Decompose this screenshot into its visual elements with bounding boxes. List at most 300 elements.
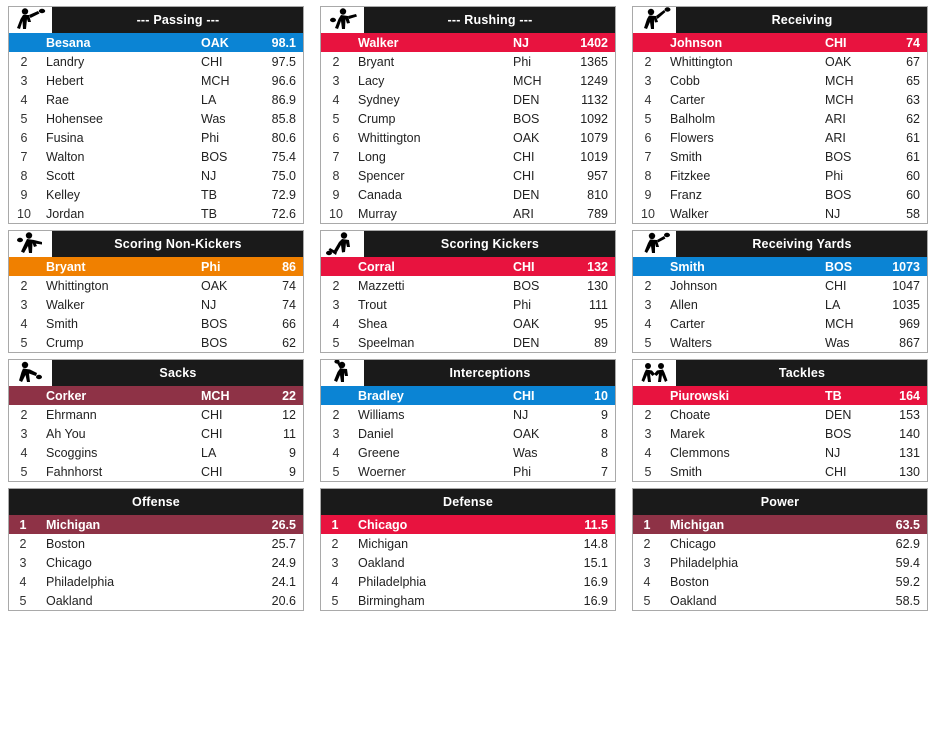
cell-team-name: Oakland [46, 593, 93, 608]
table-row[interactable] [633, 295, 927, 314]
leaders-table [321, 257, 615, 352]
cell-team: NJ [825, 445, 841, 460]
cell-value: 75.0 [271, 168, 296, 183]
table-row[interactable] [321, 553, 615, 572]
cell-value: 86 [255, 257, 303, 276]
cell-rank: 8 [644, 168, 652, 183]
cell-value: 25.7 [271, 536, 296, 551]
leaders-table [321, 386, 615, 481]
table-row[interactable] [633, 257, 927, 276]
table-row[interactable] [633, 147, 927, 166]
cell-name: Marek [670, 426, 705, 441]
cell-value: 1079 [580, 130, 608, 145]
cell-value: 24.1 [271, 574, 296, 589]
table-row[interactable] [633, 314, 927, 333]
table-row[interactable] [9, 128, 303, 147]
cell-value: 8 [601, 445, 608, 460]
card-scoring-non-kickers [0, 224, 312, 353]
cell-value: 7 [601, 464, 608, 479]
cell-value: 60 [906, 187, 920, 202]
cell-value: 61 [906, 130, 920, 145]
card-header [633, 489, 927, 515]
cell-rank: 3 [20, 426, 28, 441]
table-row[interactable] [9, 443, 303, 462]
cell-team: NJ [825, 206, 841, 221]
card-header [9, 360, 303, 386]
cell-team: BOS [513, 111, 540, 126]
cell-name: Smith [670, 149, 702, 164]
cell-rank: 8 [332, 168, 340, 183]
cell-team: TB [201, 187, 217, 202]
table-row[interactable] [9, 295, 303, 314]
card-tackles [624, 353, 936, 482]
cell-name: Carter [670, 316, 705, 331]
cell-name: Besana [39, 33, 201, 52]
cell-rank: 4 [19, 574, 27, 589]
cell-name: Jordan [46, 206, 85, 221]
cell-team: MCH [825, 316, 854, 331]
cell-rank: 2 [20, 278, 28, 293]
cell-team: MCH [825, 73, 854, 88]
cell-team-name: Michigan [358, 536, 409, 551]
cell-rank: 1 [9, 515, 37, 534]
cell-team: Phi [513, 297, 532, 312]
cell-team: BOS [513, 278, 540, 293]
cell-team: CHI [201, 54, 223, 69]
table-row[interactable] [633, 90, 927, 109]
table-row[interactable] [321, 515, 615, 534]
cell-team-name: Oakland [358, 555, 405, 570]
card-title: Sacks [159, 366, 197, 380]
table-row[interactable] [9, 553, 303, 572]
table-row[interactable] [321, 166, 615, 185]
table-row[interactable] [321, 204, 615, 223]
table-row[interactable] [9, 534, 303, 553]
cell-team: NJ [513, 407, 529, 422]
cell-value: 59.2 [895, 574, 920, 589]
football-passer-icon [9, 7, 53, 33]
table-row[interactable] [9, 405, 303, 424]
cell-team: MCH [825, 92, 854, 107]
cell-value: 65 [906, 73, 920, 88]
table-row[interactable] [321, 295, 615, 314]
cell-value: 810 [587, 187, 608, 202]
card-defense [312, 482, 624, 611]
cell-value: 957 [587, 168, 608, 183]
cell-value: 20.6 [271, 593, 296, 608]
cell-team-name: Michigan [37, 515, 247, 534]
table-row[interactable] [633, 71, 927, 90]
table-row[interactable] [321, 591, 615, 610]
cell-name: Hohensee [46, 111, 103, 126]
cell-team: Was [513, 445, 538, 460]
cell-team: DEN [513, 187, 540, 202]
card-header [321, 7, 615, 33]
cell-team: BOS [201, 335, 228, 350]
card-header [9, 7, 303, 33]
cell-name: Spencer [358, 168, 405, 183]
cell-team-name: Chicago [46, 555, 92, 570]
cell-value: 164 [879, 386, 927, 405]
cell-name: Piurowski [663, 386, 825, 405]
cell-name: Flowers [670, 130, 714, 145]
table-row[interactable] [321, 52, 615, 71]
cell-value: 85.8 [271, 111, 296, 126]
cell-rank: 9 [332, 187, 340, 202]
cell-name: Fahnhorst [46, 464, 103, 479]
cell-value: 75.4 [271, 149, 296, 164]
table-row[interactable] [633, 276, 927, 295]
cell-team: MCH [201, 386, 255, 405]
cell-value: 60 [906, 168, 920, 183]
cell-value: 9 [289, 464, 296, 479]
cell-team: CHI [825, 464, 847, 479]
football-receiver-icon [633, 7, 677, 33]
cell-rank: 5 [644, 111, 652, 126]
table-row[interactable] [321, 147, 615, 166]
cell-value: 1047 [892, 278, 920, 293]
cell-team: DEN [513, 92, 540, 107]
table-row[interactable] [321, 424, 615, 443]
cell-rank: 3 [643, 555, 651, 570]
table-row[interactable] [321, 572, 615, 591]
leaders-table [633, 33, 927, 223]
cell-rank: 3 [20, 73, 28, 88]
cell-team: TB [201, 206, 217, 221]
table-row[interactable] [633, 424, 927, 443]
table-row[interactable] [321, 276, 615, 295]
table-row[interactable] [321, 257, 615, 276]
table-row[interactable] [321, 128, 615, 147]
cell-value: 153 [899, 407, 920, 422]
table-row[interactable] [633, 204, 927, 223]
cell-rank: 4 [20, 92, 28, 107]
card-header [633, 231, 927, 257]
cell-team: DEN [825, 407, 852, 422]
cell-team-name: Oakland [670, 593, 717, 608]
cell-team: MCH [201, 73, 230, 88]
cell-team: DEN [513, 335, 540, 350]
table-row[interactable] [633, 515, 927, 534]
cell-rank: 6 [20, 130, 28, 145]
card-offense [0, 482, 312, 611]
table-row[interactable] [633, 128, 927, 147]
cell-rank: 2 [644, 278, 652, 293]
cell-team: NJ [201, 297, 217, 312]
cell-team: BOS [825, 257, 879, 276]
cell-rank: 4 [644, 316, 652, 331]
cell-name: Bryant [358, 54, 395, 69]
cell-team-name: Michigan [661, 515, 871, 534]
cell-name: Corker [39, 386, 201, 405]
table-row[interactable] [9, 276, 303, 295]
cell-rank: 2 [644, 54, 652, 69]
table-row[interactable] [321, 33, 615, 52]
table-row[interactable] [633, 462, 927, 481]
cell-team: OAK [201, 33, 255, 52]
cell-team: LA [201, 92, 217, 107]
cell-value: 62 [282, 335, 296, 350]
cell-value: 97.5 [271, 54, 296, 69]
leaders-table [9, 257, 303, 352]
card-header [633, 7, 927, 33]
card-title: Power [760, 495, 800, 509]
cell-value: 867 [899, 335, 920, 350]
cell-team: OAK [825, 54, 852, 69]
card-rushing [312, 0, 624, 224]
table-row[interactable] [9, 147, 303, 166]
cell-team-name: Chicago [670, 536, 716, 551]
cell-rank: 4 [20, 445, 28, 460]
cell-name: Clemmons [670, 445, 730, 460]
cell-value: 59.4 [895, 555, 920, 570]
cell-team: CHI [201, 464, 223, 479]
cell-team: Phi [201, 130, 220, 145]
cell-rank: 5 [20, 464, 28, 479]
table-row[interactable] [633, 109, 927, 128]
cell-team: BOS [825, 149, 852, 164]
cell-value: 11 [283, 426, 296, 441]
table-row[interactable] [321, 443, 615, 462]
table-row[interactable] [633, 572, 927, 591]
table-row[interactable] [9, 424, 303, 443]
cell-rank: 10 [17, 206, 31, 221]
cell-rank: 3 [332, 73, 340, 88]
table-row[interactable] [9, 333, 303, 352]
cell-value: 16.9 [583, 574, 608, 589]
cell-name: Murray [358, 206, 397, 221]
cell-name: Cobb [670, 73, 700, 88]
cell-team: Phi [201, 257, 255, 276]
cell-rank [321, 257, 351, 276]
table-row[interactable] [9, 515, 303, 534]
cell-rank [633, 33, 663, 52]
cell-rank: 1 [633, 515, 661, 534]
cell-team: ARI [825, 111, 846, 126]
cell-rank: 3 [332, 297, 340, 312]
cell-rank: 2 [20, 54, 28, 69]
table-row[interactable] [9, 52, 303, 71]
cell-value: 89 [594, 335, 608, 350]
table-row[interactable] [9, 33, 303, 52]
cell-rank: 3 [19, 555, 27, 570]
cell-rank: 7 [20, 149, 28, 164]
table-row[interactable] [633, 386, 927, 405]
table-row[interactable] [321, 109, 615, 128]
cell-value: 14.8 [583, 536, 608, 551]
cell-value: 1073 [879, 257, 927, 276]
card-title: Scoring Kickers [440, 237, 540, 251]
cell-team: CHI [201, 407, 223, 422]
table-row[interactable] [633, 52, 927, 71]
card-header [321, 231, 615, 257]
table-row[interactable] [9, 185, 303, 204]
table-row[interactable] [633, 33, 927, 52]
table-row[interactable] [9, 591, 303, 610]
card-passing [0, 0, 312, 224]
table-row[interactable] [321, 534, 615, 553]
cell-name: Williams [358, 407, 405, 422]
cell-rank [321, 33, 351, 52]
table-row[interactable] [9, 257, 303, 276]
card-title: Receiving Yards [752, 237, 852, 251]
cell-name: Speelman [358, 335, 415, 350]
cell-team: NJ [513, 33, 567, 52]
table-row[interactable] [633, 553, 927, 572]
cell-rank [9, 257, 39, 276]
cell-rank: 5 [19, 593, 27, 608]
cell-name: Woerner [358, 464, 406, 479]
cell-name: Franz [670, 187, 702, 202]
cell-team: Phi [825, 168, 844, 183]
cell-rank: 10 [641, 206, 655, 221]
leaders-table [633, 386, 927, 481]
cell-name: Kelley [46, 187, 81, 202]
cell-rank: 5 [20, 335, 28, 350]
team-ranking-table [9, 515, 303, 610]
cell-name: Ehrmann [46, 407, 97, 422]
cell-name: Balholm [670, 111, 716, 126]
table-row[interactable] [9, 386, 303, 405]
cell-name: Greene [358, 445, 400, 460]
cell-name: Whittington [46, 278, 109, 293]
cell-name: Long [358, 149, 386, 164]
cell-name: Walker [46, 297, 85, 312]
cell-value: 1249 [580, 73, 608, 88]
cell-rank: 2 [643, 536, 651, 551]
cell-rank [9, 386, 39, 405]
table-row[interactable] [321, 314, 615, 333]
football-interception-icon [321, 360, 365, 386]
card-title: Defense [442, 495, 494, 509]
table-row[interactable] [321, 185, 615, 204]
cell-team: OAK [513, 316, 540, 331]
cell-rank [321, 386, 351, 405]
cell-rank: 2 [20, 407, 28, 422]
table-row[interactable] [9, 462, 303, 481]
cell-name: Lacy [358, 73, 385, 88]
cell-value: 8 [601, 426, 608, 441]
cell-name: Crump [46, 335, 84, 350]
cell-team: CHI [513, 386, 567, 405]
cell-rank: 3 [332, 426, 340, 441]
cell-value: 22 [255, 386, 303, 405]
cell-team: CHI [825, 33, 879, 52]
cell-name: Whittington [670, 54, 733, 69]
card-title: Tackles [778, 366, 826, 380]
cell-team: CHI [513, 168, 535, 183]
cell-name: Bryant [39, 257, 201, 276]
cell-team: CHI [513, 149, 535, 164]
card-header [633, 360, 927, 386]
cell-rank [633, 257, 663, 276]
table-row[interactable] [633, 443, 927, 462]
table-row[interactable] [321, 90, 615, 109]
cell-name: Mazzetti [358, 278, 405, 293]
cell-rank: 3 [20, 297, 28, 312]
cell-rank: 9 [20, 187, 28, 202]
cell-team: OAK [513, 130, 540, 145]
cell-rank: 5 [332, 111, 340, 126]
cell-name: Scott [46, 168, 75, 183]
card-sacks [0, 353, 312, 482]
table-row[interactable] [633, 591, 927, 610]
table-row[interactable] [321, 386, 615, 405]
cell-rank: 7 [332, 149, 340, 164]
cell-team: BOS [201, 149, 228, 164]
cell-value: 12 [282, 407, 296, 422]
cell-name: Shea [358, 316, 388, 331]
table-row[interactable] [633, 185, 927, 204]
cell-name: Crump [358, 111, 396, 126]
cell-rank: 2 [644, 407, 652, 422]
table-row[interactable] [321, 462, 615, 481]
table-row[interactable] [9, 109, 303, 128]
cell-name: Whittington [358, 130, 421, 145]
cell-name: Sydney [358, 92, 400, 107]
table-row[interactable] [9, 572, 303, 591]
table-row[interactable] [321, 333, 615, 352]
cell-value: 72.6 [271, 206, 296, 221]
table-row[interactable] [9, 314, 303, 333]
cell-value: 80.6 [271, 130, 296, 145]
cell-team: MCH [513, 73, 542, 88]
table-row[interactable] [633, 166, 927, 185]
table-row[interactable] [9, 204, 303, 223]
cell-value: 58.5 [895, 593, 920, 608]
cell-name: Walters [670, 335, 712, 350]
cell-rank: 5 [644, 335, 652, 350]
card-interceptions [312, 353, 624, 482]
cell-rank: 4 [643, 574, 651, 589]
cell-rank: 4 [332, 316, 340, 331]
cell-name: Ah You [46, 426, 86, 441]
cell-name: Walton [46, 149, 85, 164]
table-row[interactable] [321, 71, 615, 90]
cell-value: 11.5 [559, 515, 615, 534]
table-row[interactable] [9, 166, 303, 185]
cell-value: 62.9 [895, 536, 920, 551]
cell-value: 15.1 [583, 555, 608, 570]
table-row[interactable] [633, 534, 927, 553]
table-row[interactable] [9, 90, 303, 109]
table-row[interactable] [633, 405, 927, 424]
cell-team: Phi [513, 464, 532, 479]
cell-rank: 4 [332, 92, 340, 107]
cell-rank: 10 [329, 206, 343, 221]
cell-value: 58 [906, 206, 920, 221]
table-row[interactable] [9, 71, 303, 90]
cell-rank: 4 [331, 574, 339, 589]
cell-rank: 2 [19, 536, 27, 551]
cell-value: 26.5 [247, 515, 303, 534]
cell-rank: 1 [321, 515, 349, 534]
table-row[interactable] [321, 405, 615, 424]
cell-team: TB [825, 386, 879, 405]
cell-value: 969 [899, 316, 920, 331]
card-receiving-yards [624, 224, 936, 353]
card-title: Interceptions [449, 366, 531, 380]
cell-team-name: Philadelphia [670, 555, 739, 570]
cell-name: Walker [670, 206, 709, 221]
cell-value: 74 [282, 297, 296, 312]
cell-value: 1132 [581, 92, 608, 107]
cell-name: Canada [358, 187, 402, 202]
cell-team-name: Philadelphia [46, 574, 115, 589]
table-row[interactable] [633, 333, 927, 352]
cell-team: ARI [825, 130, 846, 145]
cell-value: 140 [899, 426, 920, 441]
